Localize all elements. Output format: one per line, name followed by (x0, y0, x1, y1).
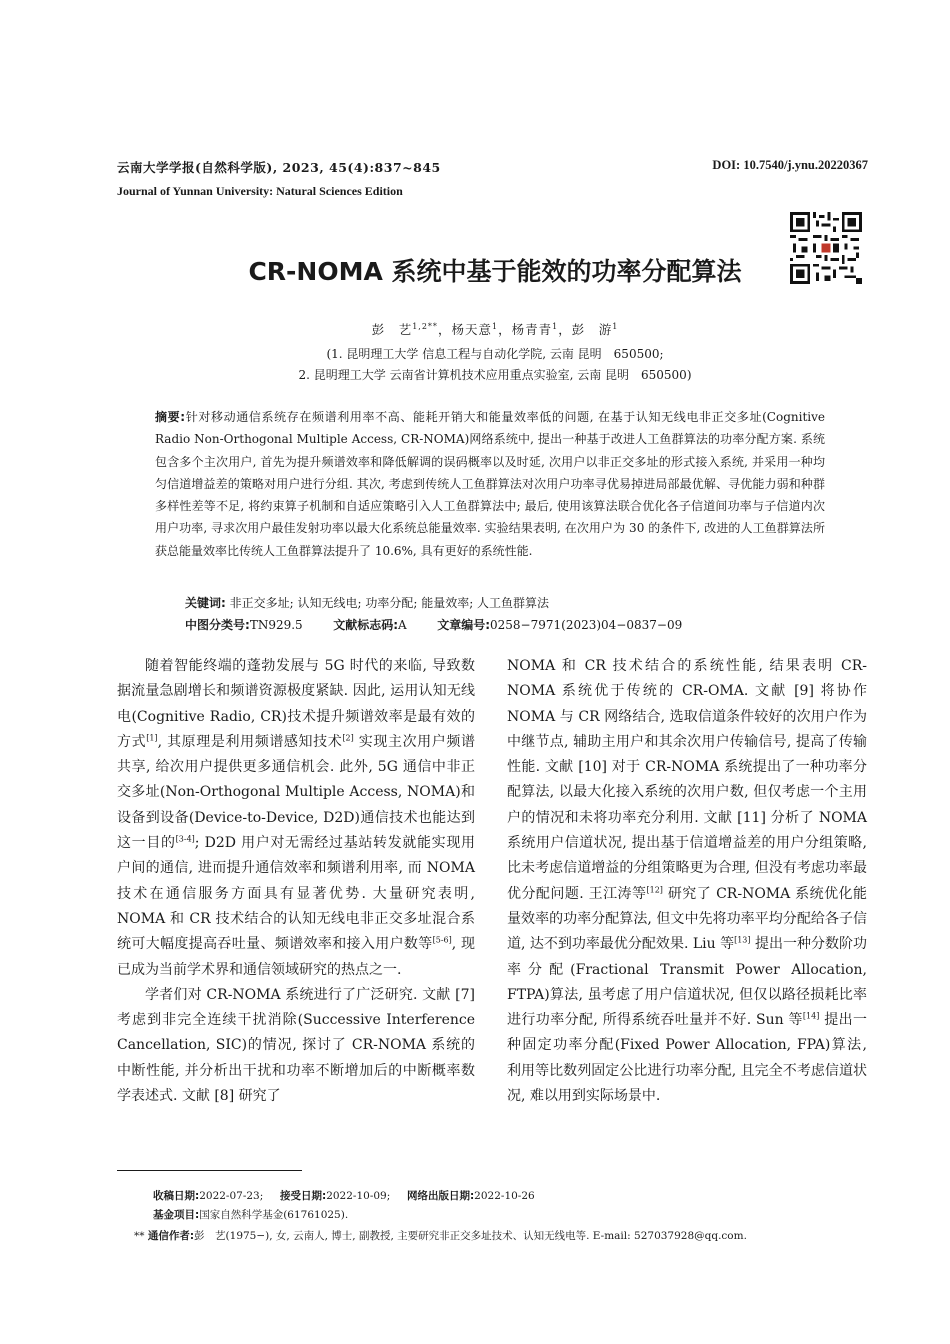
accepted-label: 接受日期: (279, 1190, 327, 1202)
clc-label: 中图分类号: (185, 618, 250, 632)
author-list (0, 320, 950, 338)
accepted-date: 2022-10-09; (326, 1190, 391, 1202)
body-text: 实现主次用户频谱共享, 给次用户提供更多通信机会. 此外, 5G 通信中非正交多址(Non-Orthogonal Multiple Access, NOMA)和设备到设备(Device-to-Device, D2D)通信技术也能达到这一目的 (117, 733, 476, 852)
body-text: 提出一种固定功率分配(Fixed Power Allocation, FPA)算法, 利用等比数列固定公比进行功率分配, 且完全不考虑信道状况, 难以用到实际场景中. (507, 1012, 868, 1105)
online-label: 网络出版日期: (406, 1190, 475, 1202)
footnote-divider (117, 1170, 302, 1171)
received-date: 2022-07-23; (199, 1190, 264, 1202)
abstract (155, 406, 825, 562)
abstract-text: 针对移动通信系统存在频谱利用率不高、能耗开销大和能量效率低的问题, 在基于认知无线电非正交多址(Cognitive Radio Non-Orthogonal Multiple Access, CR-NOMA)网络系统中, 提出一种基于改进人工鱼群算法的功率分配方案. 系统包含多个主次用户, 首先为提升频谱效率和降低解调的误码概率以及时延, 次用户以非正交多址的形式接入系统, 并采用一种均匀信道增益差的策略对用户进行分组. 其次, 考虑到传统人工鱼群算法对次用户功率寻优易掉进局部最优解、寻优能力弱和种群多样性差等不足, 将约束算子机制和自适应策略引入人工鱼群算法中; 最后, 使用该算法联合优化各子信道间功率与子信道内次用户功率, 寻求次用户最佳发射功率以最大化系统总能量效率. 实验结果表明, 在次用户为 30 的条件下, 改进的人工鱼群算法所获总能量效率比传统人工鱼群算法提升了 10.6%, 具有更好的系统性能. (155, 410, 825, 558)
citation-ref: [5-6] (432, 935, 452, 945)
body-text: , 现已成为当前学术界和通信领域研究的热点之一. (117, 936, 475, 978)
body-column-right (507, 654, 867, 1109)
corresponding-mark: ** (134, 1230, 145, 1242)
footnote-funding (153, 1207, 348, 1222)
doi: DOI: 10.7540/j.ynu.20220367 (712, 158, 868, 172)
footnote-dates (153, 1188, 535, 1203)
citation-ref: [14] (802, 1011, 820, 1021)
received-label: 收稿日期: (153, 1190, 200, 1202)
author-name: 彭 游 (571, 322, 613, 337)
author-separator: ， (437, 322, 452, 337)
article-number-label: 文章编号: (437, 618, 490, 632)
affiliation-2: 2. 昆明理工大学 云南省计算机技术应用重点实验室, 云南 昆明 650500) (298, 368, 692, 382)
body-paragraph: 学者们对 CR-NOMA 系统进行了广泛研究. 文献 [7] 考虑到非完全连续干扰消除(Successive Interference Cancellation, SIC)的情况, 探讨了 CR-NOMA 系统的中断性能, 并分析出干扰和功率不断增加后的中断概率数学表述式. 文献 [8] 研究了 (117, 986, 475, 1105)
funding-value: 国家自然科学基金(61761025). (199, 1209, 349, 1221)
author-separator: ， (498, 322, 512, 337)
author-name: 杨青青 (511, 322, 553, 337)
body-paragraph (117, 654, 475, 983)
citation-ref: [1] (146, 733, 158, 743)
journal-header-en: Journal of Yunnan University: Natural Sciences Edition (117, 184, 403, 198)
keywords-text: 非正交多址; 认知无线电; 功率分配; 能量效率; 人工鱼群算法 (225, 596, 550, 610)
author-affil-mark: 1,2** (412, 321, 438, 331)
article-number-value: 0258−7971(2023)04−0837−09 (490, 618, 683, 632)
classification-line (185, 616, 682, 633)
body-column-left (117, 654, 475, 1109)
author-affil-mark: 1 (612, 321, 619, 331)
journal-header-cn: 云南大学学报(自然科学版), 2023, 45(4):837~845 (117, 160, 441, 175)
body-text: , 其原理是利用频谱感知技术 (157, 733, 343, 750)
abstract-label: 摘要: (155, 410, 186, 424)
doc-code-value: A (398, 618, 407, 632)
citation-ref: [13] (734, 935, 751, 945)
paper-title: CR-NOMA 系统中基于能效的功率分配算法 (248, 257, 742, 286)
body-text: ; D2D 用户对无需经过基站转发就能实现用户间的通信, 进而提升通信效率和频谱利用率, 而 NOMA 技术在通信服务方面具有显著优势. 大量研究表明, NOMA 和 CR 技术结合的认知无线电非正交多址混合系统可大幅度提高吞吐量、频谱效率和接入用户数等 (117, 835, 475, 953)
keywords-label: 关键词: (185, 596, 226, 610)
citation-ref: [3-4] (175, 834, 195, 844)
corresponding-value: 彭 艺(1975−), 女, 云南人, 博士, 副教授, 主要研究非正交多址技术、认知无线电等. E-mail: 527037928@qq.com. (194, 1230, 747, 1242)
keywords (185, 594, 549, 611)
author-separator: ， (558, 322, 572, 337)
citation-ref: [12] (646, 885, 663, 895)
footnote-corresponding (134, 1228, 747, 1243)
affiliation-1: (1. 昆明理工大学 信息工程与自动化学院, 云南 昆明 650500; (326, 347, 664, 361)
body-text: 提出一种分数阶功率分配(Fractional Transmit Power Allocation, FTPA)算法, 虽考虑了用户信道状况, 但仅以路径损耗比率进行功率分配, 所得系统吞吐量并不好. Sun 等 (507, 936, 867, 1029)
body-paragraph (507, 654, 867, 1109)
author-name: 杨天意 (451, 322, 492, 337)
funding-label: 基金项目: (153, 1209, 200, 1221)
author-affil-mark: 1 (491, 321, 499, 331)
clc-value: TN929.5 (249, 618, 303, 632)
body-text: NOMA 和 CR 技术结合的系统性能, 结果表明 CR-NOMA 系统优于传统的 CR-OMA. 文献 [9] 将协作 NOMA 与 CR 网络结合, 选取信道条件较好的次用户作为中继节点, 辅助主用户和其余次用户传输信号, 提高了传输性能. 文献 [10] 对于 CR-NOMA 系统提出了一种功率分配算法, 以最大化接入系统的次用户数, 但仅考虑一个主用户的情况和未将功率充分利用. 文献 [11] 分析了 NOMA 系统用户信道状况, 提出基于信道增益差的用户分组策略, 比未考虑信道增益的分组策略更为合理, 但没有考虑功率最优分配问题. 王江涛等 (507, 658, 867, 902)
body-text: 研究了 CR-NOMA 系统优化能量效率的功率分配算法, 但文中先将功率平均分配给各子信道, 达不到功率最优分配效果. Liu 等 (507, 885, 867, 953)
body-text: 随着智能终端的蓬勃发展与 5G 时代的来临, 导致数据流量急剧增长和频谱资源极度紧缺. 因此, 运用认知无线电(Cognitive Radio, CR)技术提升频谱效率是最有效的方式 (117, 658, 475, 750)
citation-ref: [2] (342, 733, 354, 743)
corresponding-label: 通信作者: (147, 1230, 195, 1242)
author-affil-mark: 1 (552, 321, 559, 331)
online-date: 2022-10-26 (474, 1190, 535, 1202)
author-name: 彭 艺 (371, 322, 413, 337)
doc-code-label: 文献标志码: (333, 618, 398, 632)
